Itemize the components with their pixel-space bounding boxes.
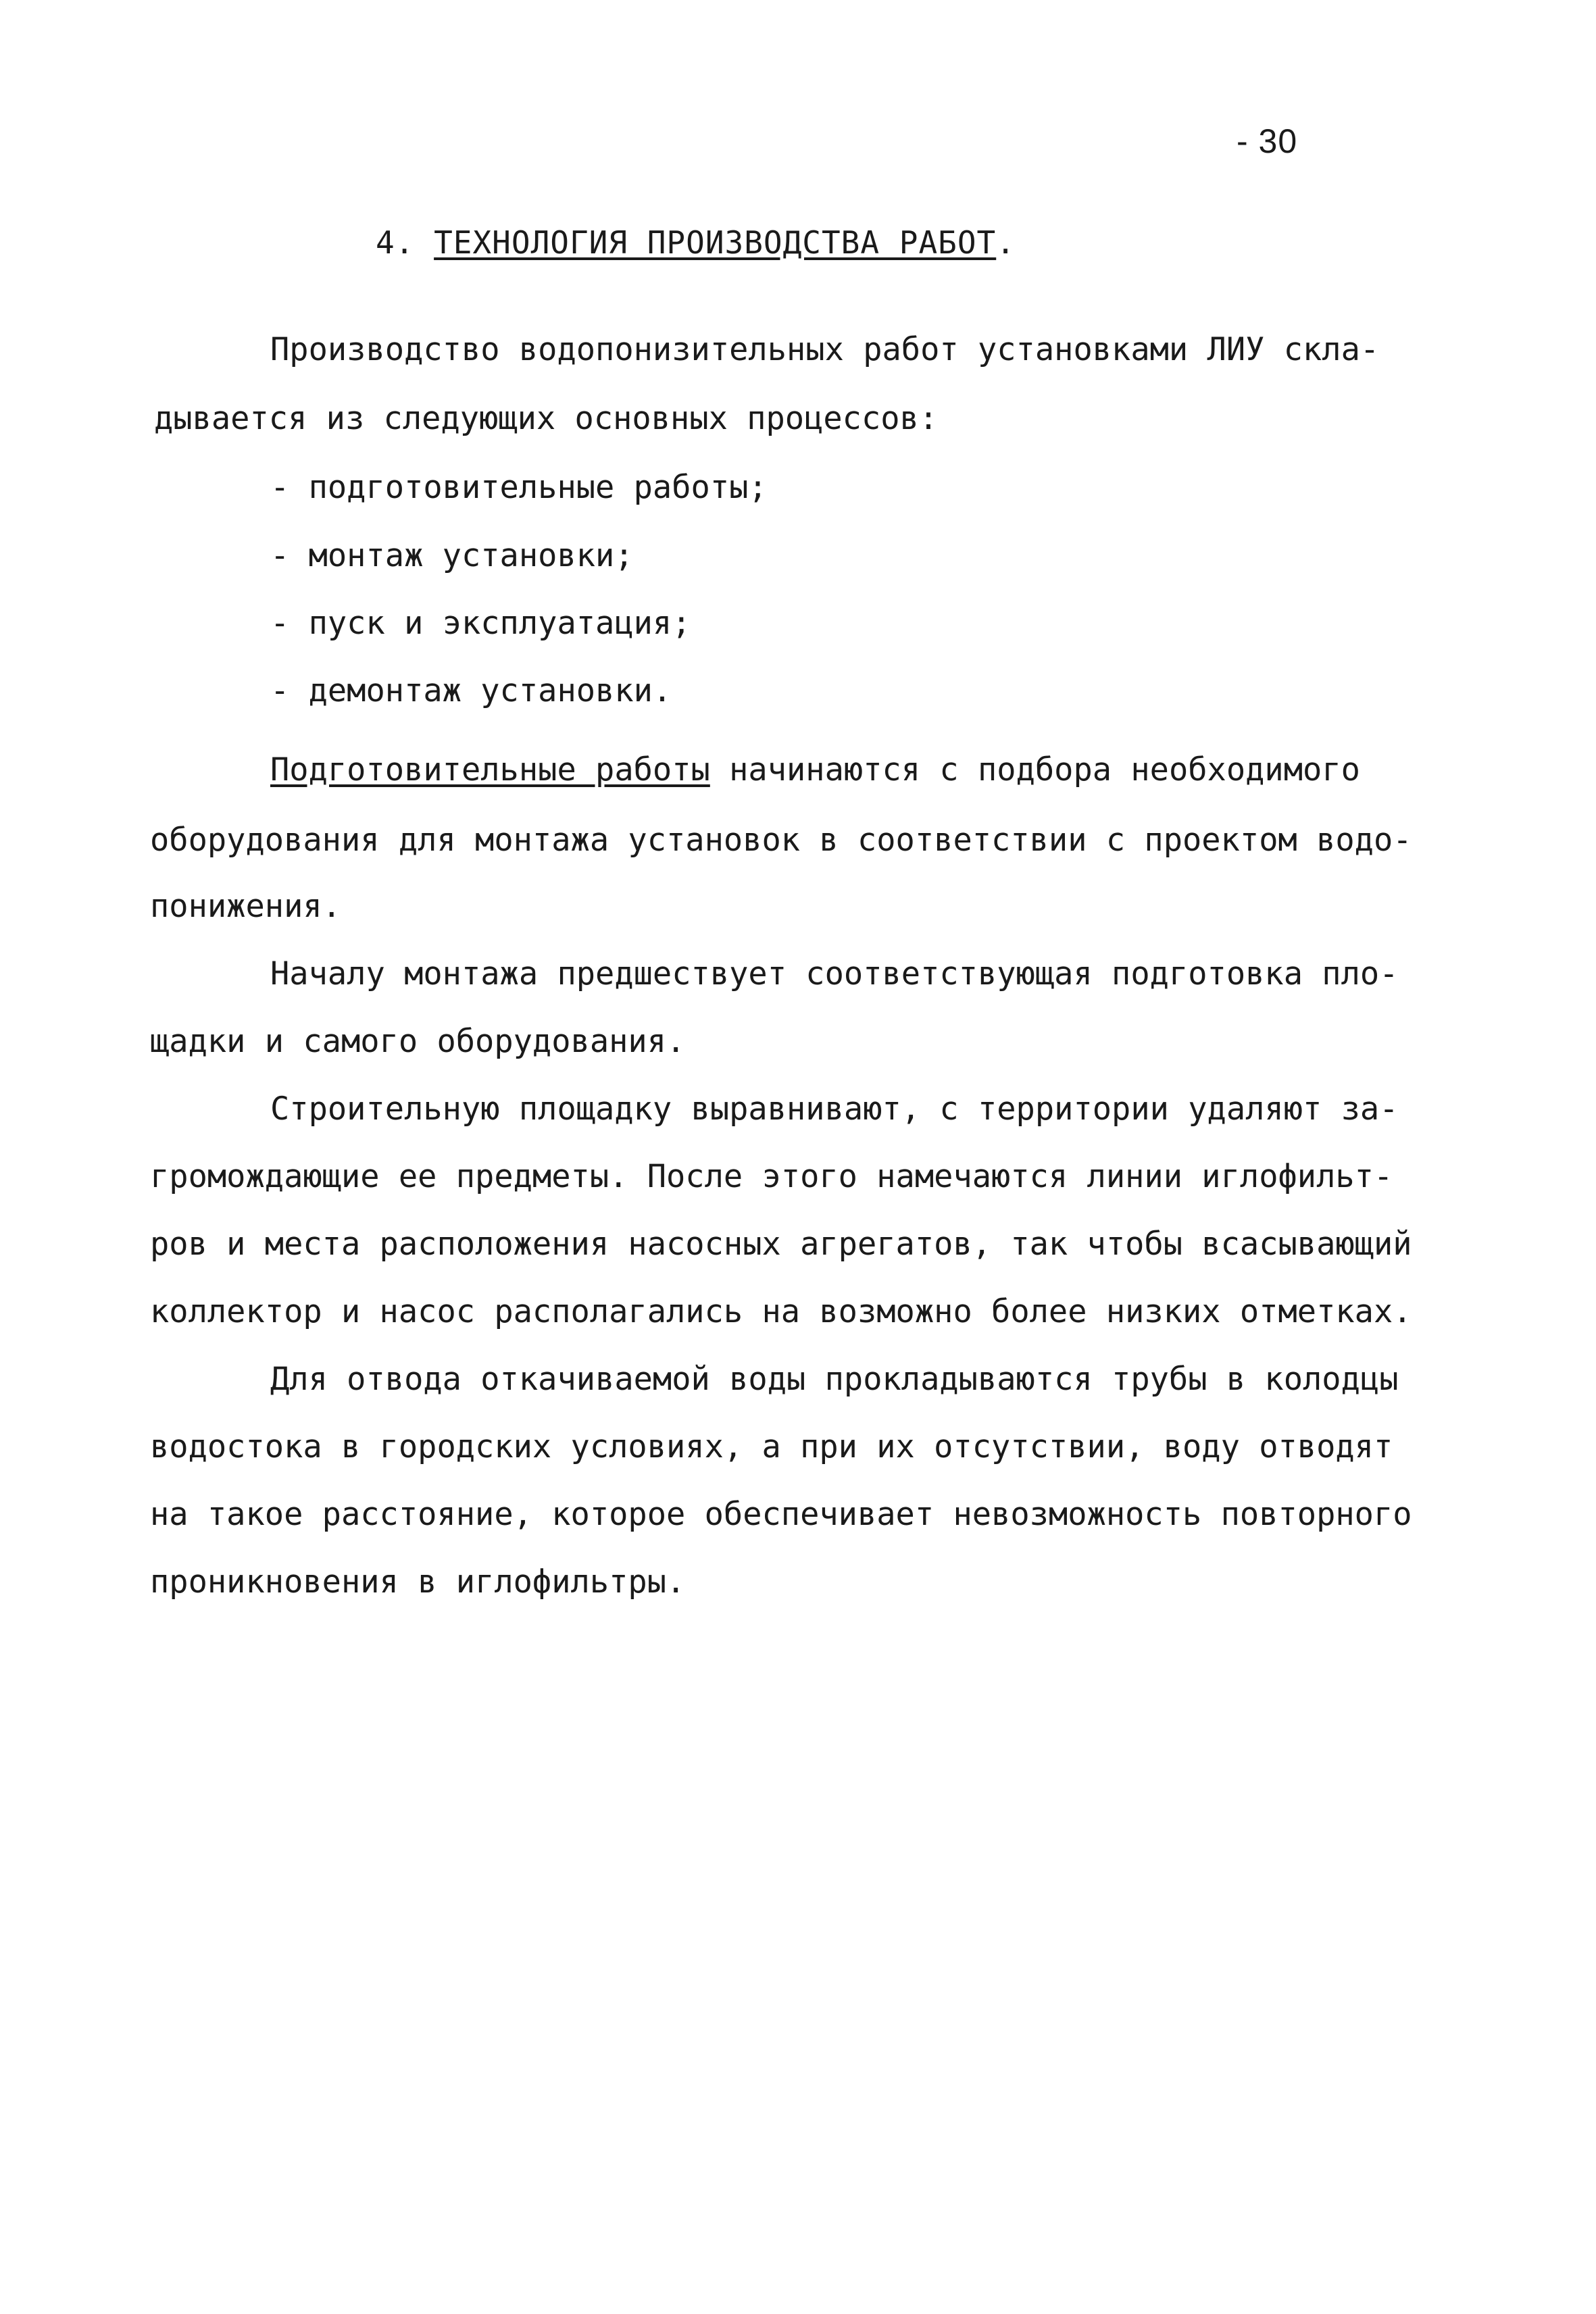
intro-line-1: Производство водопонизительных работ установками ЛИУ скла- [270,331,1380,368]
start-paragraph-line-1: Началу монтажа предшествует соответствующая подготовка пло- [270,955,1399,992]
site-paragraph-line-3: ров и места расположения насосных агрегатов, так чтобы всасывающий [150,1226,1412,1263]
section-number: 4. [376,224,415,261]
page-number: - 30 [1237,122,1298,160]
drain-paragraph-line-1: Для отвода откачиваемой воды прокладываются трубы в колодцы [270,1361,1399,1398]
drain-paragraph-line-2: водостока в городских условиях, а при их отсутствии, воду отводят [150,1428,1393,1465]
prep-term: Подготовительные работы [270,751,710,788]
process-item: - монтаж установки; [270,537,634,574]
process-item: - демонтаж установки. [270,672,672,709]
prep-paragraph-line-2: оборудования для монтажа установок в соответствии с проектом водо- [150,822,1412,859]
site-paragraph-line-4: коллектор и насос располагались на возможно более низких отметках. [150,1293,1412,1330]
section-title: ТЕХНОЛОГИЯ ПРОИЗВОДСТВА РАБОТ [434,224,997,261]
drain-paragraph-line-4: проникновения в иглофильтры. [150,1563,686,1601]
prep-paragraph-line-3: понижения. [150,888,341,925]
site-paragraph-line-2: громождающие ее предметы. После этого намечаются линии иглофильт- [150,1158,1393,1195]
drain-paragraph-line-3: на такое расстояние, которое обеспечивает невозможность повторного [150,1496,1412,1533]
process-item: - подготовительные работы; [270,469,768,506]
process-item: - пуск и эксплуатация; [270,605,691,642]
section-title-period: . [996,224,1016,261]
start-paragraph-line-2: щадки и самого оборудования. [150,1023,686,1060]
section-heading [376,224,1016,261]
prep-line-1-rest: начинаются с подбора необходимого [709,751,1360,788]
prep-paragraph-line-1 [270,750,1360,790]
intro-line-2: дывается из следующих основных процессов: [154,400,939,437]
site-paragraph-line-1: Строительную площадку выравнивают, с территории удаляют за- [270,1090,1399,1128]
